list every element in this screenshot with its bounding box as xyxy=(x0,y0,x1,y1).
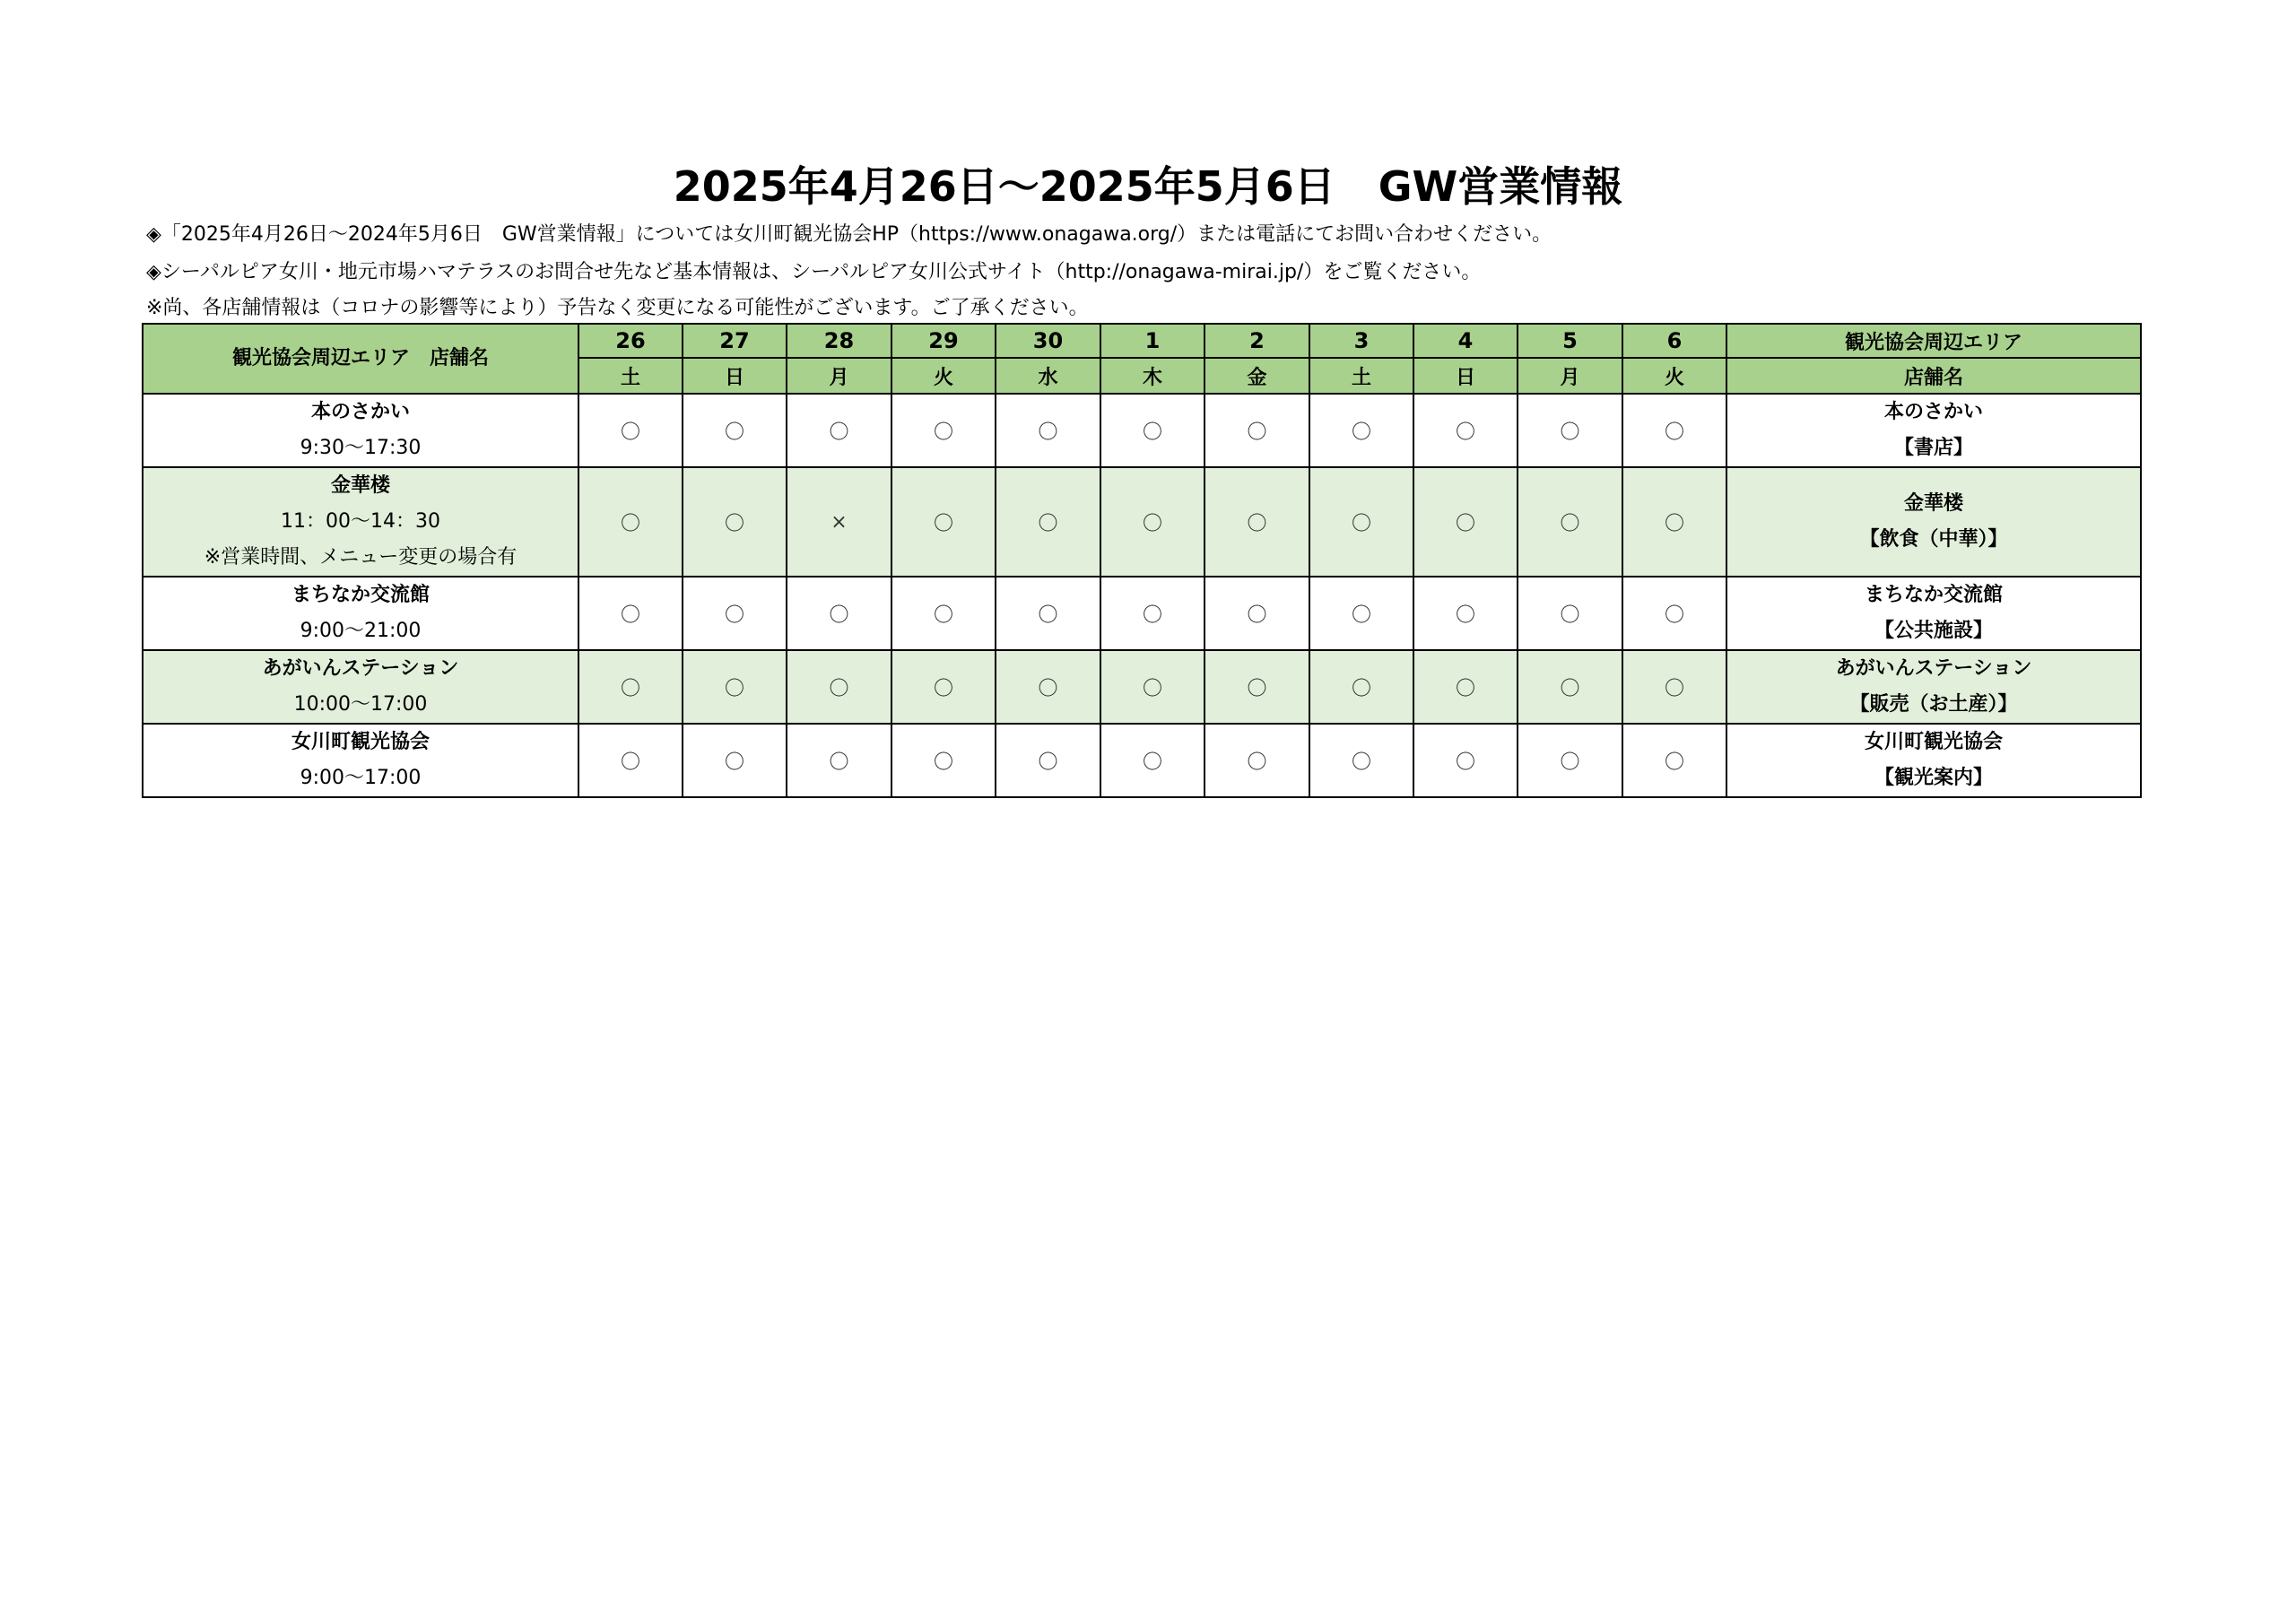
right-shop-name: 本のさかい xyxy=(1883,401,1983,423)
status-cell: 〇 xyxy=(996,724,1100,797)
status-cell: 〇 xyxy=(891,467,996,577)
status-cell: 〇 xyxy=(1309,394,1413,467)
status-cell: 〇 xyxy=(996,467,1100,577)
status-cell: 〇 xyxy=(1205,467,1309,577)
status-cell: 〇 xyxy=(683,650,787,724)
date-cell: 1 xyxy=(1100,324,1205,358)
shop-cell xyxy=(143,650,578,724)
shop-name: あがいんステーション xyxy=(262,657,459,680)
status-cell: 〇 xyxy=(1309,650,1413,724)
title-dates: 2025年4月26日～2025年5月6日 xyxy=(673,162,1335,211)
status-cell: 〇 xyxy=(1100,394,1205,467)
shop-category: 【飲食（中華）】 xyxy=(1859,528,2008,551)
status-cell: 〇 xyxy=(683,467,787,577)
status-cell: 〇 xyxy=(683,577,787,650)
date-cell: 27 xyxy=(683,324,787,358)
shop-hours: 9:30～17:30 xyxy=(300,437,422,459)
weekday-cell: 水 xyxy=(996,358,1100,394)
shop-name: 女川町観光協会 xyxy=(291,731,430,753)
category-cell xyxy=(1726,724,2141,797)
shop-category: 【公共施設】 xyxy=(1874,620,1993,642)
status-cell: 〇 xyxy=(1622,577,1726,650)
shop-cell xyxy=(143,394,578,467)
status-cell: 〇 xyxy=(1518,577,1622,650)
status-cell: 〇 xyxy=(1518,650,1622,724)
title-label: GW営業情報 xyxy=(1378,162,1623,211)
category-cell xyxy=(1726,650,2141,724)
status-cell: 〇 xyxy=(1518,394,1622,467)
category-cell xyxy=(1726,467,2141,577)
weekday-cell: 木 xyxy=(1100,358,1205,394)
note-contact: ◈「2025年4月26日～2024年5月6日 GW営業情報」については女川町観光協会HP（https://www.onagawa.org/）または電話にてお問い合わせください。 xyxy=(146,223,1552,246)
business-hours-table xyxy=(142,323,2142,798)
status-cell: 〇 xyxy=(1413,467,1518,577)
date-cell: 3 xyxy=(1309,324,1413,358)
weekday-cell: 日 xyxy=(1413,358,1518,394)
shop-name: 本のさかい xyxy=(310,401,410,423)
right-shop-name: 女川町観光協会 xyxy=(1864,731,2003,753)
shop-category: 【書店】 xyxy=(1893,437,1973,459)
table-row xyxy=(143,394,2141,467)
table-row xyxy=(143,724,2141,797)
status-cell: 〇 xyxy=(1622,724,1726,797)
status-cell: 〇 xyxy=(683,724,787,797)
table-row xyxy=(143,650,2141,724)
status-cell: 〇 xyxy=(578,650,683,724)
status-cell: 〇 xyxy=(1205,724,1309,797)
status-cell: 〇 xyxy=(891,724,996,797)
status-cell: 〇 xyxy=(996,394,1100,467)
date-cell: 29 xyxy=(891,324,996,358)
shop-hours: 10:00～17:00 xyxy=(293,693,428,716)
date-cell: 6 xyxy=(1622,324,1726,358)
status-cell: 〇 xyxy=(1413,577,1518,650)
weekday-cell: 火 xyxy=(1622,358,1726,394)
status-cell: 〇 xyxy=(891,650,996,724)
status-cell: 〇 xyxy=(1100,577,1205,650)
status-cell: 〇 xyxy=(1518,724,1622,797)
page-title xyxy=(0,154,2296,213)
status-cell: 〇 xyxy=(787,577,891,650)
date-cell: 30 xyxy=(996,324,1100,358)
weekday-cell: 日 xyxy=(683,358,787,394)
weekday-cell: 月 xyxy=(787,358,891,394)
shop-category: 【観光案内】 xyxy=(1874,767,1993,789)
shop-cell xyxy=(143,724,578,797)
weekday-cell: 土 xyxy=(1309,358,1413,394)
status-cell: 〇 xyxy=(578,577,683,650)
table-row xyxy=(143,467,2141,577)
weekday-cell: 月 xyxy=(1518,358,1622,394)
date-cell: 2 xyxy=(1205,324,1309,358)
status-cell: 〇 xyxy=(1413,650,1518,724)
shop-note: ※営業時間、メニュー変更の場合有 xyxy=(204,546,517,569)
shop-category: 【販売（お土産）】 xyxy=(1849,693,2018,716)
status-cell: 〇 xyxy=(1622,467,1726,577)
right-header-line2: 店舗名 xyxy=(1726,358,2141,394)
status-cell: 〇 xyxy=(683,394,787,467)
status-cell: 〇 xyxy=(1205,394,1309,467)
table-row xyxy=(143,577,2141,650)
shop-hours: 9:00～21:00 xyxy=(300,620,422,642)
status-cell: 〇 xyxy=(1309,577,1413,650)
date-cell: 28 xyxy=(787,324,891,358)
status-cell: 〇 xyxy=(1100,724,1205,797)
shop-cell xyxy=(143,577,578,650)
shop-name: 金華楼 xyxy=(330,474,390,497)
note-basic-info: ◈シーパルピア女川・地元市場ハマテラスのお問合せ先など基本情報は、シーパルピア女川公式サイト（http://onagawa-mirai.jp/）をご覧ください。 xyxy=(146,261,1482,283)
date-cell: 4 xyxy=(1413,324,1518,358)
status-cell: 〇 xyxy=(578,394,683,467)
status-cell: 〇 xyxy=(891,394,996,467)
weekday-cell: 金 xyxy=(1205,358,1309,394)
status-cell: 〇 xyxy=(1205,650,1309,724)
shop-hours: 11：00～14：30 xyxy=(281,510,440,533)
status-cell: 〇 xyxy=(1205,577,1309,650)
date-cell: 26 xyxy=(578,324,683,358)
status-cell: 〇 xyxy=(1622,650,1726,724)
status-cell: 〇 xyxy=(1309,467,1413,577)
weekday-cell: 土 xyxy=(578,358,683,394)
right-shop-name: あがいんステーション xyxy=(1835,657,2032,680)
status-cell: 〇 xyxy=(1413,724,1518,797)
status-cell: 〇 xyxy=(1518,467,1622,577)
status-cell: × xyxy=(787,467,891,577)
left-header: 観光協会周辺エリア 店舗名 xyxy=(143,324,578,394)
status-cell: 〇 xyxy=(1309,724,1413,797)
status-cell: 〇 xyxy=(787,724,891,797)
weekday-cell: 火 xyxy=(891,358,996,394)
category-cell xyxy=(1726,394,2141,467)
shop-name: まちなか交流館 xyxy=(291,584,430,606)
status-cell: 〇 xyxy=(1100,650,1205,724)
status-cell: 〇 xyxy=(1100,467,1205,577)
date-cell: 5 xyxy=(1518,324,1622,358)
status-cell: 〇 xyxy=(1622,394,1726,467)
status-cell: 〇 xyxy=(891,577,996,650)
status-cell: 〇 xyxy=(787,650,891,724)
status-cell: 〇 xyxy=(578,724,683,797)
shop-hours: 9:00～17:00 xyxy=(300,767,422,789)
status-cell: 〇 xyxy=(578,467,683,577)
right-shop-name: まちなか交流館 xyxy=(1864,584,2003,606)
right-header-line1: 観光協会周辺エリア xyxy=(1726,324,2141,358)
right-shop-name: 金華楼 xyxy=(1903,492,1963,515)
status-cell: 〇 xyxy=(1413,394,1518,467)
status-cell: 〇 xyxy=(996,650,1100,724)
note-disclaimer: ※尚、各店舗情報は（コロナの影響等により）予告なく変更になる可能性がございます。ご了承ください。 xyxy=(146,297,1089,319)
shop-cell xyxy=(143,467,578,577)
status-cell: 〇 xyxy=(996,577,1100,650)
category-cell xyxy=(1726,577,2141,650)
status-cell: 〇 xyxy=(787,394,891,467)
